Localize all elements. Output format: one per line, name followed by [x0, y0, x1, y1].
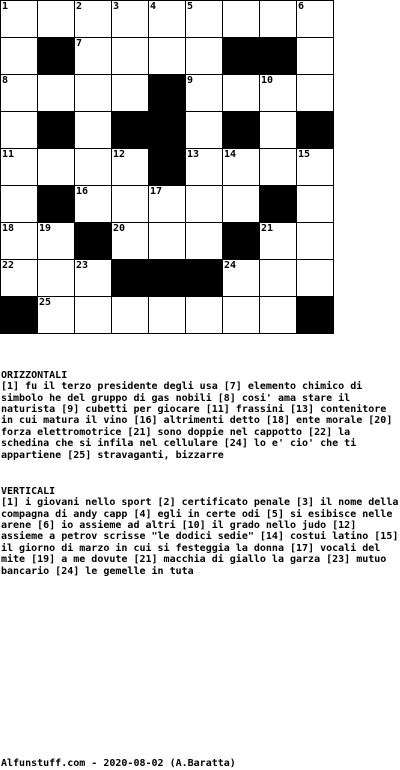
- letter-cell[interactable]: [297, 260, 334, 297]
- grid-row: [1, 297, 334, 334]
- letter-cell[interactable]: [223, 149, 260, 186]
- letter-cell[interactable]: [297, 38, 334, 75]
- letter-cell[interactable]: [223, 260, 260, 297]
- letter-cell[interactable]: [1, 112, 38, 149]
- letter-cell[interactable]: [112, 149, 149, 186]
- cell-number: 20: [113, 223, 126, 234]
- black-cell: [38, 186, 75, 223]
- cell-number: 15: [298, 149, 311, 160]
- letter-cell[interactable]: [186, 38, 223, 75]
- across-title: ORIZZONTALI: [1, 369, 68, 381]
- black-cell: [223, 112, 260, 149]
- black-cell: [149, 149, 186, 186]
- letter-cell[interactable]: [260, 112, 297, 149]
- black-cell: [149, 260, 186, 297]
- letter-cell[interactable]: [112, 75, 149, 112]
- letter-cell[interactable]: [38, 297, 75, 334]
- black-cell: [297, 112, 334, 149]
- cell-number: 14: [224, 149, 237, 160]
- letter-cell[interactable]: [75, 75, 112, 112]
- grid-row: [1, 186, 334, 223]
- letter-cell[interactable]: [186, 297, 223, 334]
- letter-cell[interactable]: [112, 297, 149, 334]
- cell-number: 11: [2, 149, 15, 160]
- letter-cell[interactable]: [38, 260, 75, 297]
- grid-row: [1, 260, 334, 297]
- letter-cell[interactable]: [75, 186, 112, 223]
- letter-cell[interactable]: [38, 1, 75, 38]
- black-cell: [149, 75, 186, 112]
- letter-cell[interactable]: [75, 297, 112, 334]
- footer-credit: Alfunstuff.com - 2020-08-02 (A.Baratta): [1, 758, 236, 769]
- cell-number: 2: [76, 1, 83, 12]
- letter-cell[interactable]: [1, 149, 38, 186]
- black-cell: [260, 38, 297, 75]
- cell-number: 19: [39, 223, 52, 234]
- cell-number: 17: [150, 186, 163, 197]
- letter-cell[interactable]: [186, 75, 223, 112]
- cell-number: 24: [224, 260, 237, 271]
- cell-number: 22: [2, 260, 15, 271]
- cell-number: 16: [76, 186, 89, 197]
- letter-cell[interactable]: [149, 38, 186, 75]
- cell-number: 18: [2, 223, 15, 234]
- black-cell: [149, 112, 186, 149]
- grid-row: [1, 223, 334, 260]
- black-cell: [1, 297, 38, 334]
- letter-cell[interactable]: [297, 223, 334, 260]
- black-cell: [38, 112, 75, 149]
- letter-cell[interactable]: [149, 186, 186, 223]
- cell-number: 9: [187, 75, 194, 86]
- letter-cell[interactable]: [75, 149, 112, 186]
- cell-number: 25: [39, 297, 52, 308]
- black-cell: [112, 260, 149, 297]
- letter-cell[interactable]: [1, 38, 38, 75]
- grid-row: [1, 112, 334, 149]
- cell-number: 21: [261, 223, 274, 234]
- letter-cell[interactable]: [223, 297, 260, 334]
- letter-cell[interactable]: [1, 223, 38, 260]
- letter-cell[interactable]: [149, 297, 186, 334]
- letter-cell[interactable]: [186, 223, 223, 260]
- letter-cell[interactable]: [186, 1, 223, 38]
- letter-cell[interactable]: [112, 1, 149, 38]
- cell-number: 5: [187, 1, 194, 12]
- cell-number: 12: [113, 149, 126, 160]
- letter-cell[interactable]: [260, 1, 297, 38]
- cell-number: 8: [2, 75, 9, 86]
- letter-cell[interactable]: [149, 223, 186, 260]
- black-cell: [38, 38, 75, 75]
- black-cell: [223, 223, 260, 260]
- letter-cell[interactable]: [297, 186, 334, 223]
- letter-cell[interactable]: [75, 260, 112, 297]
- grid-row: [1, 149, 334, 186]
- letter-cell[interactable]: [297, 75, 334, 112]
- black-cell: [186, 260, 223, 297]
- cell-number: 7: [76, 38, 83, 49]
- letter-cell[interactable]: [1, 1, 38, 38]
- letter-cell[interactable]: [149, 1, 186, 38]
- letter-cell[interactable]: [112, 38, 149, 75]
- black-cell: [223, 38, 260, 75]
- letter-cell[interactable]: [223, 1, 260, 38]
- cell-number: 10: [261, 75, 274, 86]
- down-title: VERTICALI: [1, 485, 56, 497]
- cell-number: 23: [76, 260, 89, 271]
- black-cell: [112, 112, 149, 149]
- letter-cell[interactable]: [112, 186, 149, 223]
- letter-cell[interactable]: [38, 223, 75, 260]
- letter-cell[interactable]: [260, 297, 297, 334]
- letter-cell[interactable]: [112, 223, 149, 260]
- cell-number: 13: [187, 149, 200, 160]
- letter-cell[interactable]: [223, 75, 260, 112]
- letter-cell[interactable]: [75, 38, 112, 75]
- letter-cell[interactable]: [186, 112, 223, 149]
- letter-cell[interactable]: [38, 149, 75, 186]
- black-cell: [260, 186, 297, 223]
- cell-number: 6: [298, 1, 305, 12]
- letter-cell[interactable]: [260, 223, 297, 260]
- letter-cell[interactable]: [260, 75, 297, 112]
- letter-cell[interactable]: [1, 260, 38, 297]
- letter-cell[interactable]: [223, 186, 260, 223]
- letter-cell[interactable]: [38, 75, 75, 112]
- cell-number: 3: [113, 1, 120, 12]
- letter-cell[interactable]: [75, 112, 112, 149]
- letter-cell[interactable]: [186, 149, 223, 186]
- letter-cell[interactable]: [1, 75, 38, 112]
- across-clue-text: [1] fu il terzo presidente degli usa [7] elemento chimico di simbolo he del gruppo di gas nobili [8] cosi' ama stare il naturista [9] cubetti per giocare [11] frassini [13] contenitore in cui matura il vino [16] altrimenti detto [18] ente morale [20] forza elettromotrice [21] sono doppie nel cappotto [22] la schedina che si infila nel cellulare [24] lo e' cio' che ti appartiene [25] stravaganti, bizzarre: [1, 381, 399, 461]
- cell-number: 1: [2, 1, 9, 12]
- letter-cell[interactable]: [260, 260, 297, 297]
- black-cell: [75, 223, 112, 260]
- letter-cell[interactable]: [75, 1, 112, 38]
- letter-cell[interactable]: [1, 186, 38, 223]
- grid-row: [1, 38, 334, 75]
- letter-cell[interactable]: [297, 149, 334, 186]
- letter-cell[interactable]: [186, 186, 223, 223]
- cell-number: 4: [150, 1, 157, 12]
- grid-row: [1, 1, 334, 38]
- letter-cell[interactable]: [297, 1, 334, 38]
- black-cell: [297, 297, 334, 334]
- letter-cell[interactable]: [260, 149, 297, 186]
- crossword-grid: [0, 0, 334, 334]
- down-clues: [1, 463, 399, 577]
- grid-row: [1, 75, 334, 112]
- across-clues: [1, 347, 399, 461]
- down-clue-text: [1] i giovani nello sport [2] certificato penale [3] il nome della compagna di andy capp [4] egli in certe odi [5] si esibisce nelle arene [6] io assieme ad altri [10] il grado nello judo [12] assieme a petrov scrisse "le dodici sedie" [14] costui latino [15] il giorno di marzo in cui si festeggia la donna [17] vocali del mite [19] a me dovute [21] macchia di giallo la garza [23] mutuo bancario [24] le gemelle in tuta: [1, 497, 399, 577]
